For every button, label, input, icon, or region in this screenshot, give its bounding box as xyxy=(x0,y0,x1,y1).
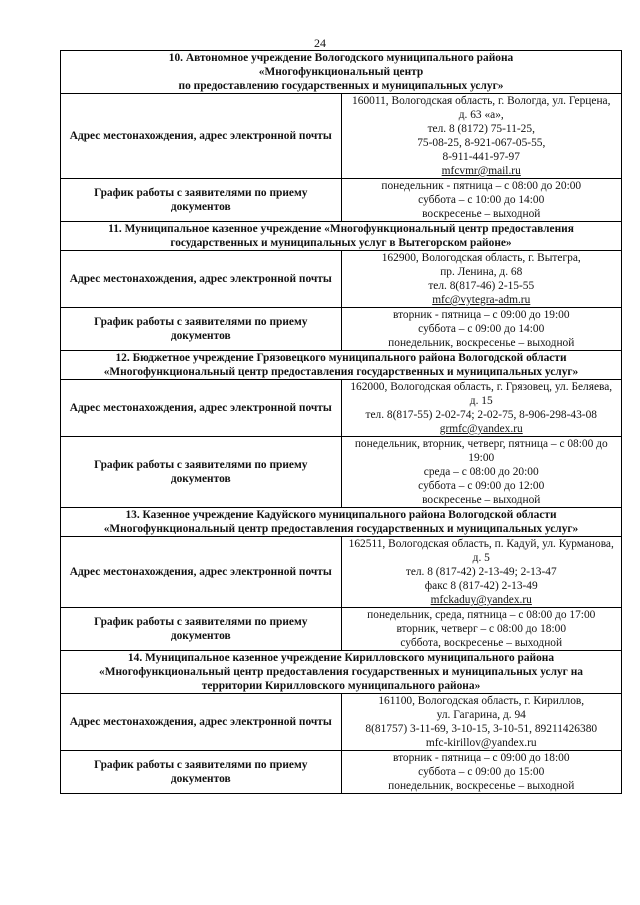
schedule-line: суббота – с 09:00 до 14:00 xyxy=(418,323,545,335)
email-link[interactable]: mfckaduy@yandex.ru xyxy=(430,594,532,606)
address-row xyxy=(61,380,622,437)
address-line: 162900, Вологодская область, г. Вытегра, xyxy=(381,252,581,264)
address-value xyxy=(341,94,622,179)
email-link[interactable]: mfc@vytegra-adm.ru xyxy=(432,294,531,306)
address-line: 75-08-25, 8-921-067-05-55, xyxy=(417,137,546,149)
section-heading-row xyxy=(61,222,622,251)
schedule-line: понедельник, воскресенье – выходной xyxy=(388,780,575,792)
address-line: тел. 8 (817-42) 2-13-49; 2-13-47 xyxy=(405,566,557,578)
schedule-line: вторник, четверг – с 08:00 до 18:00 xyxy=(396,623,567,635)
section-heading xyxy=(61,651,622,694)
email-link[interactable]: mfc-kirillov@yandex.ru xyxy=(425,737,537,749)
address-label: Адрес местонахождения, адрес электронной почты xyxy=(61,94,342,179)
schedule-line: понедельник, вторник, четверг, пятница – с 08:00 до xyxy=(354,438,608,450)
schedule-line: понедельник, среда, пятница – с 08:00 до 17:00 xyxy=(367,609,596,621)
schedule-line: понедельник, воскресенье – выходной xyxy=(388,337,575,349)
email-link[interactable]: mfcvmr@mail.ru xyxy=(441,165,521,177)
schedule-line: вторник - пятница – с 09:00 до 19:00 xyxy=(392,309,570,321)
schedule-line: суббота, воскресенье – выходной xyxy=(400,637,563,649)
heading-line: «Многофункциональный центр предоставления государственных и муниципальных услуг» xyxy=(103,366,579,378)
section-heading xyxy=(61,508,622,537)
address-line: 8-911-441-97-97 xyxy=(442,151,520,163)
address-label: Адрес местонахождения, адрес электронной почты xyxy=(61,380,342,437)
heading-line: 10. Автономное учреждение Вологодского муниципального района xyxy=(168,52,514,64)
schedule-line: воскресенье – выходной xyxy=(422,494,541,506)
section-heading xyxy=(61,222,622,251)
schedule-line: понедельник - пятница – с 08:00 до 20:00 xyxy=(381,180,582,192)
address-line: тел. 8(817-55) 2-02-74; 2-02-75, 8-906-298-43-08 xyxy=(365,409,597,421)
heading-line: по предоставлению государственных и муниципальных услуг» xyxy=(178,80,504,92)
schedule-line: среда – с 08:00 до 20:00 xyxy=(423,466,539,478)
schedule-label: График работы с заявителями по приему документов xyxy=(61,308,342,351)
heading-line: 13. Казенное учреждение Кадуйского муниципального района Вологодской области xyxy=(125,509,557,521)
address-row xyxy=(61,537,622,608)
address-row xyxy=(61,94,622,179)
address-row xyxy=(61,251,622,308)
schedule-line: воскресенье – выходной xyxy=(422,208,541,220)
schedule-line: 19:00 xyxy=(468,452,495,464)
address-line: д. 63 «а», xyxy=(458,109,504,121)
schedule-label: График работы с заявителями по приему документов xyxy=(61,751,342,794)
section-heading-row xyxy=(61,51,622,94)
schedule-row xyxy=(61,608,622,651)
address-line: 162000, Вологодская область, г. Грязовец, ул. Беляева, xyxy=(350,381,613,393)
section-heading-row xyxy=(61,651,622,694)
schedule-line: суббота – с 09:00 до 12:00 xyxy=(418,480,545,492)
address-value xyxy=(341,251,622,308)
heading-line: 14. Муниципальное казенное учреждение Кирилловского муниципального района xyxy=(127,652,555,664)
schedule-row xyxy=(61,751,622,794)
address-line: 161100, Вологодская область, г. Кириллов, xyxy=(378,695,585,707)
address-line: д. 15 xyxy=(469,395,493,407)
address-line: д. 5 xyxy=(472,552,490,564)
heading-line: 12. Бюджетное учреждение Грязовецкого муниципального района Вологодской области xyxy=(115,352,567,364)
address-line: тел. 8(817-46) 2-15-55 xyxy=(428,280,535,292)
schedule-value xyxy=(341,179,622,222)
heading-line: территории Кирилловского муниципального района» xyxy=(201,680,481,692)
schedule-line: суббота – с 09:00 до 15:00 xyxy=(418,766,545,778)
address-line: факс 8 (817-42) 2-13-49 xyxy=(424,580,538,592)
section-heading xyxy=(61,51,622,94)
address-line: 8(81757) 3-11-69, 3-10-15, 3-10-51, 89211426380 xyxy=(365,723,598,735)
address-value xyxy=(341,537,622,608)
address-line: ул. Гагарина, д. 94 xyxy=(436,709,526,721)
address-value xyxy=(341,380,622,437)
schedule-label: График работы с заявителями по приему документов xyxy=(61,608,342,651)
heading-line: государственных и муниципальных услуг в Вытегорском районе» xyxy=(170,237,512,249)
schedule-value xyxy=(341,608,622,651)
schedule-label: График работы с заявителями по приему документов xyxy=(61,179,342,222)
schedule-row xyxy=(61,308,622,351)
section-heading-row xyxy=(61,351,622,380)
address-line: пр. Ленина, д. 68 xyxy=(440,266,523,278)
schedule-line: вторник - пятница – с 09:00 до 18:00 xyxy=(392,752,570,764)
heading-line: 11. Муниципальное казенное учреждение «Многофункциональный центр предоставления xyxy=(108,223,574,235)
page-number: 24 xyxy=(314,36,326,50)
address-line: 160011, Вологодская область, г. Вологда, ул. Герцена, xyxy=(352,95,611,107)
address-value xyxy=(341,694,622,751)
heading-line: «Многофункциональный центр предоставления государственных и муниципальных услуг» xyxy=(103,523,579,535)
schedule-value xyxy=(341,308,622,351)
address-line: 162511, Вологодская область, п. Кадуй, ул. Курманова, xyxy=(348,538,614,550)
address-label: Адрес местонахождения, адрес электронной почты xyxy=(61,537,342,608)
email-link[interactable]: grmfc@yandex.ru xyxy=(439,423,523,435)
heading-line: «Многофункциональный центр предоставления государственных и муниципальных услуг на xyxy=(99,666,583,678)
schedule-label: График работы с заявителями по приему документов xyxy=(61,437,342,508)
schedule-row xyxy=(61,179,622,222)
section-heading xyxy=(61,351,622,380)
heading-line: «Многофункциональный центр xyxy=(258,66,424,78)
schedule-value xyxy=(341,437,622,508)
schedule-line: суббота – с 10:00 до 14:00 xyxy=(418,194,545,206)
section-heading-row xyxy=(61,508,622,537)
schedule-row xyxy=(61,437,622,508)
address-line: тел. 8 (8172) 75-11-25, xyxy=(427,123,535,135)
address-label: Адрес местонахождения, адрес электронной почты xyxy=(61,251,342,308)
mfc-directory-table xyxy=(60,50,622,794)
schedule-value xyxy=(341,751,622,794)
address-row xyxy=(61,694,622,751)
address-label: Адрес местонахождения, адрес электронной почты xyxy=(61,694,342,751)
